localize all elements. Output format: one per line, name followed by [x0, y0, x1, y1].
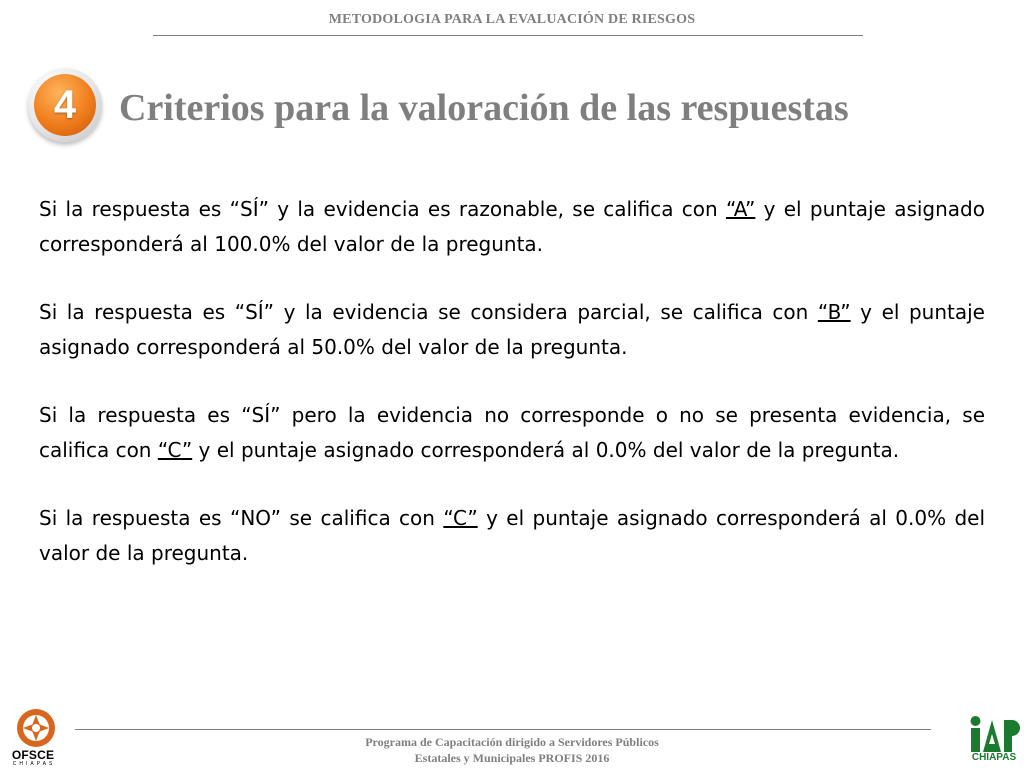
criterion-a-paragraph: Si la respuesta es “SÍ” y la evidencia es razonable, se califica con “A” y el puntaje asignado corresponderá al 100.0% del valor de la pregunta.	[39, 197, 985, 256]
criteria-list	[39, 192, 985, 604]
ofsce-logo-text: OFSCE	[11, 748, 55, 762]
criterion-c-paragraph: Si la respuesta es “SÍ” pero la evidencia no corresponde o no se presenta evidencia, se califica con “C” y el puntaje asignado corresponderá al 0.0% del valor de la pregunta.	[39, 403, 985, 462]
grade-a: “A”	[725, 197, 756, 221]
grade-b: “B”	[817, 300, 851, 324]
criterion-no-paragraph: Si la respuesta es “NO” se califica con “C” y el puntaje asignado corresponderá al 0.0% del valor de la pregunta.	[39, 506, 985, 565]
criterion-b-paragraph: Si la respuesta es “SÍ” y la evidencia se considera parcial, se califica con “B” y el puntaje asignado corresponderá al 50.0% del valor de la pregunta.	[39, 300, 985, 359]
footer-divider	[75, 729, 931, 730]
section-number: 4	[53, 83, 77, 127]
header-divider	[153, 35, 863, 36]
document-header: METODOLOGIA PARA LA EVALUACIÓN DE RIESGOS	[328, 12, 696, 27]
iap-logo-icon	[968, 714, 1020, 754]
ofsce-logo-subtext: CHIAPAS	[12, 761, 56, 767]
iap-logo-text: CHIAPAS	[971, 752, 1017, 763]
grade-c: “C”	[157, 438, 193, 462]
document-footer: Programa de Capacitación dirigido a Servidores Públicos Estatales y Municipales PROFIS 2016	[365, 735, 659, 765]
section-number-badge	[28, 68, 102, 142]
page-title: Criterios para la valoración de las respuestas	[119, 87, 849, 129]
grade-c-no: “C”	[443, 506, 478, 530]
